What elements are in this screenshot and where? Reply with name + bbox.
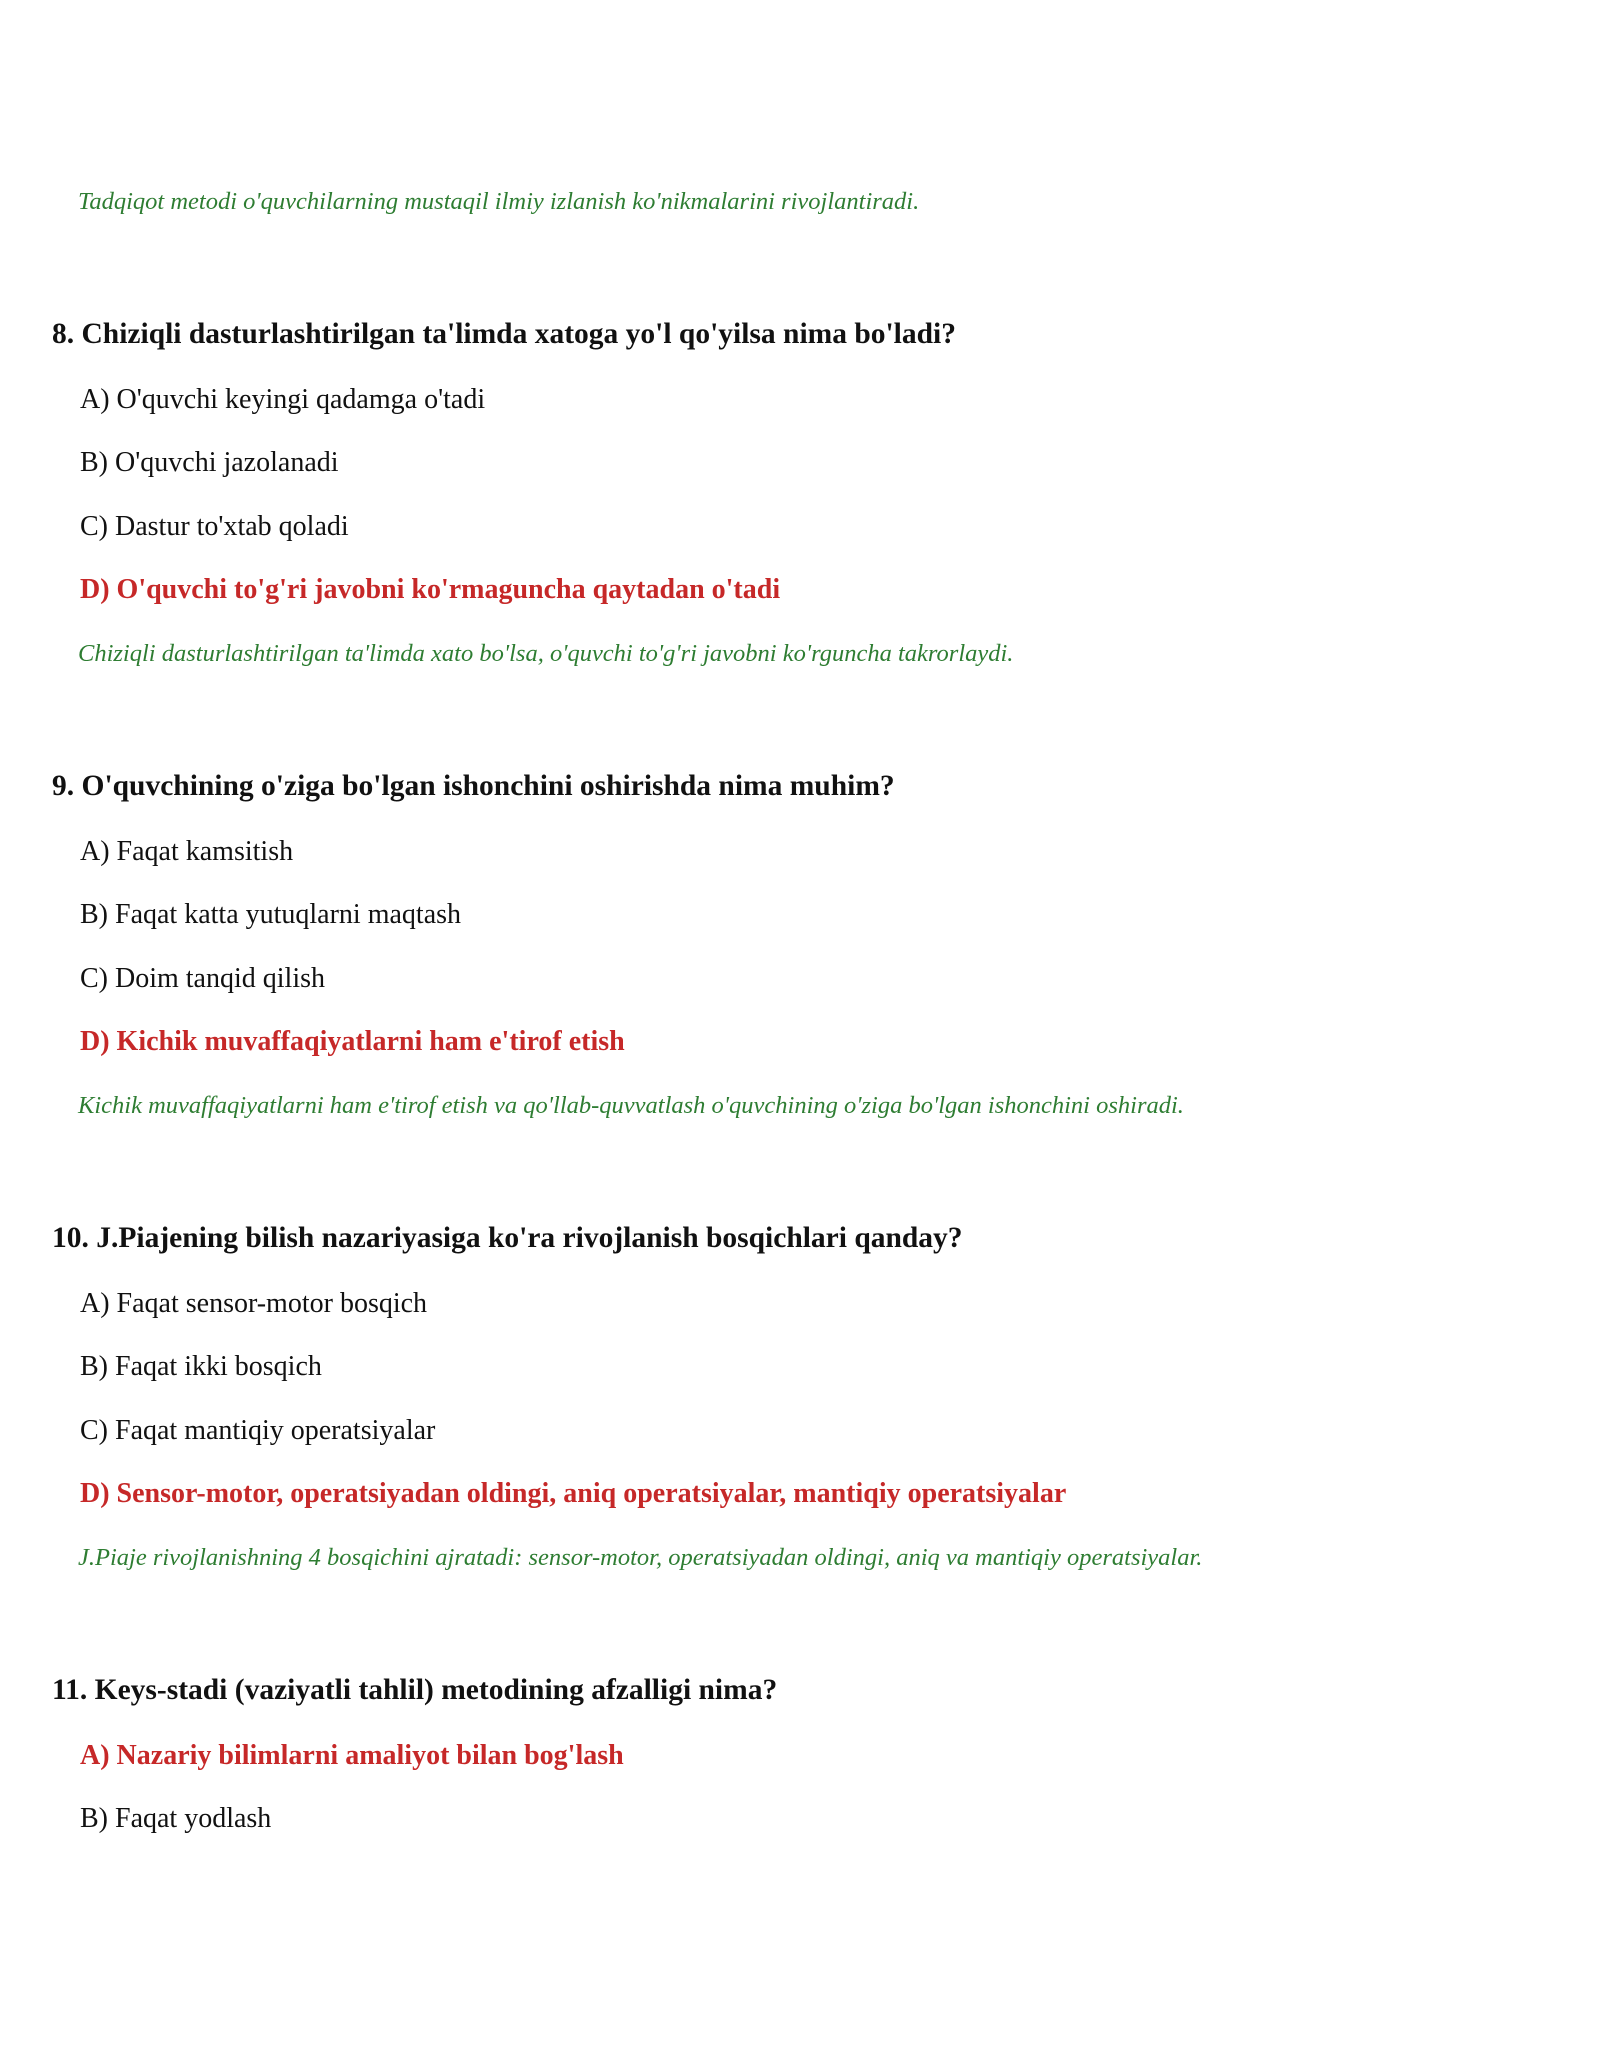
question-9-title: 9. O'quvchining o'ziga bo'lgan ishonchini oshirishda nima muhim?: [52, 770, 895, 802]
question-11-option-b: B) Faqat yodlash: [80, 1803, 272, 1834]
question-9-explanation: Kichik muvaffaqiyatlarni ham e'tirof etish va qo'llab-quvvatlash o'quvchining o'ziga bo'lgan ishonchini oshiradi.: [78, 1092, 1184, 1119]
question-8-option-b: B) O'quvchi jazolanadi: [80, 447, 339, 478]
question-10-title: 10. J.Piajening bilish nazariyasiga ko'ra rivojlanish bosqichlari qanday?: [52, 1222, 963, 1254]
question-10-option-c: C) Faqat mantiqiy operatsiyalar: [80, 1415, 436, 1446]
question-11-title: 11. Keys-stadi (vaziyatli tahlil) metodining afzalligi nima?: [52, 1674, 778, 1706]
question-11-option-a-correct: A) Nazariy bilimlarni amaliyot bilan bog'lash: [80, 1740, 624, 1771]
question-9-option-c: C) Doim tanqid qilish: [80, 963, 325, 994]
question-8-option-a: A) O'quvchi keyingi qadamga o'tadi: [80, 384, 486, 415]
question-9-option-b: B) Faqat katta yutuqlarni maqtash: [80, 899, 462, 930]
question-10-option-d-correct: D) Sensor-motor, operatsiyadan oldingi, aniq operatsiyalar, mantiqiy operatsiyalar: [80, 1478, 1067, 1509]
explanation-q7: Tadqiqot metodi o'quvchilarning mustaqil ilmiy izlanish ko'nikmalarini rivojlantiradi.: [78, 188, 920, 215]
question-8-option-c: C) Dastur to'xtab qoladi: [80, 511, 349, 542]
question-8-explanation: Chiziqli dasturlashtirilgan ta'limda xato bo'lsa, o'quvchi to'g'ri javobni ko'rguncha takrorlaydi.: [78, 640, 1014, 667]
question-10-explanation: J.Piaje rivojlanishning 4 bosqichini ajratadi: sensor-motor, operatsiyadan oldingi, aniq va mantiqiy operatsiyalar.: [78, 1544, 1203, 1571]
question-10-option-a: A) Faqat sensor-motor bosqich: [80, 1288, 428, 1319]
question-8-title: 8. Chiziqli dasturlashtirilgan ta'limda xatoga yo'l qo'yilsa nima bo'ladi?: [52, 318, 956, 350]
question-10-option-b: B) Faqat ikki bosqich: [80, 1351, 322, 1382]
question-8-option-d-correct: D) O'quvchi to'g'ri javobni ko'rmaguncha qaytadan o'tadi: [80, 574, 781, 605]
question-9-option-a: A) Faqat kamsitish: [80, 836, 294, 867]
question-9-option-d-correct: D) Kichik muvaffaqiyatlarni ham e'tirof etish: [80, 1026, 625, 1057]
